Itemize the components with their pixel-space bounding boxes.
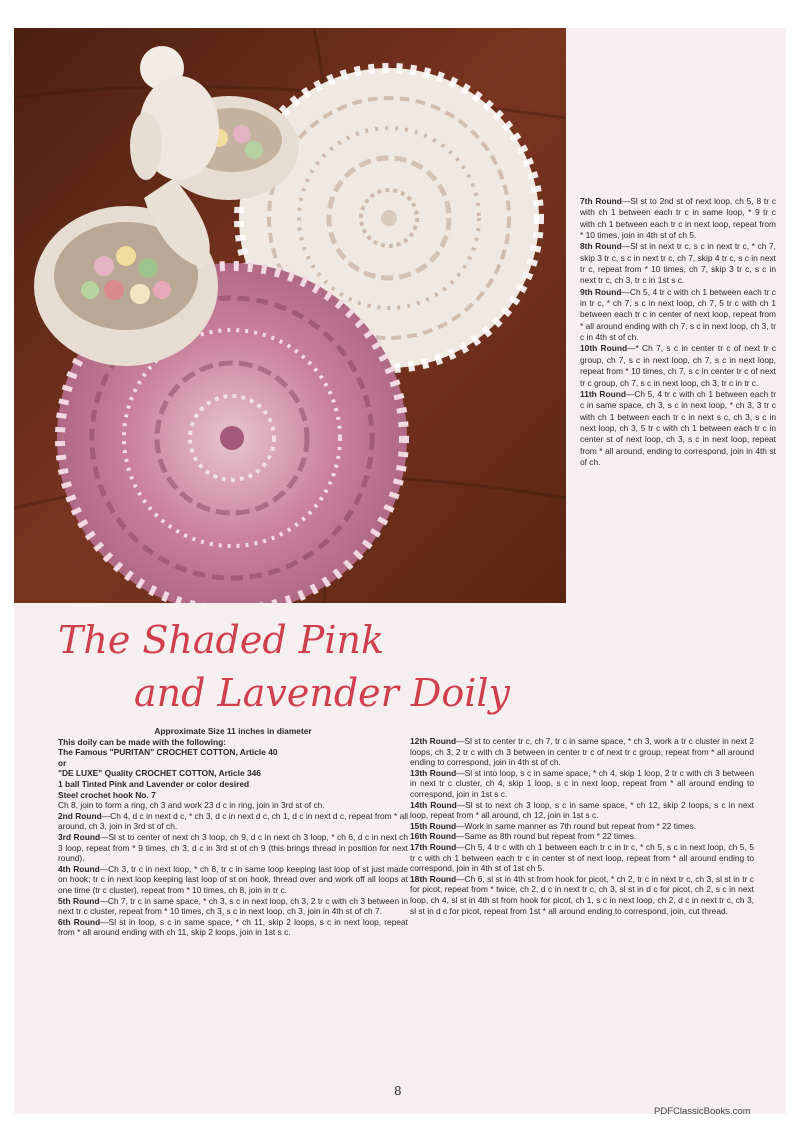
round-label: 15th Round: [410, 820, 457, 831]
round-text: —Sl st to center tr c, ch 7, tr c in same space, * ch 3, work a tr c cluster in next 2 loops, ch 3, 2 tr c with ch 3 between in center tr c of next tr c group, repeat from * all around ending to correspond, join in 4th st of ch.: [410, 736, 754, 768]
round-label: 10th Round: [580, 343, 628, 354]
round-label: 14th Round: [410, 799, 457, 810]
round-paragraph: [58, 864, 408, 896]
round-paragraph: [58, 832, 408, 864]
round-label: 12th Round: [410, 736, 457, 746]
round-label: 18th Round: [410, 873, 457, 884]
round-text: —Sl st in loop, s c in same space, * ch 11, skip 2 loops, s c in next loop, repeat from * all around ending with ch 11, skip 2 loops, join in 1st s c.: [58, 916, 408, 938]
round-paragraph: [580, 241, 776, 286]
round-text: —Ch 5, 4 tr c with ch 1 between each tr c in same space, ch 3, s c in next loop, * ch 3, 3 tr c with ch 1 between each tr c in next s c, ch 3, s c in next loop, ch 3, 5 tr c with ch 1 between each tr c in center st of next loop, ch 3, s c in next loop, repeat from * all around, ending to correspond, join in 4th st of ch.: [580, 388, 776, 467]
round-label: 5th Round: [58, 895, 100, 906]
round-paragraph: [410, 831, 754, 842]
round-text: —Sl st to center of next ch 3 loop, ch 9, d c in next ch 3 loop, * ch 6, d c in next ch 3 loop, repeat from * 9 times, ch 3, d c in 3rd st of ch 9 (this brings thread in position for next round).: [58, 831, 409, 864]
doily-photograph: [14, 28, 566, 603]
instructions-right-column: [580, 196, 776, 468]
round-paragraph: [58, 811, 408, 832]
material-puritan: The Famous "PURITAN" CROCHET COTTON, Article 40: [58, 747, 278, 758]
round-text: —Sl st to next ch 3 loop, s c in same space, * ch 12, skip 2 loops, s c in next loop, repeat from * all around, ch 12, join in 1st s c.: [410, 799, 754, 821]
instructions-bottom-column: [410, 736, 754, 916]
round-paragraph: [580, 389, 776, 468]
round-text: —Sl st to 2nd st of next loop, ch 5, 8 tr c with ch 1 between each tr c in same loop, * 9 tr c with ch 1 between each tr c in next loop, repeat from * 10 times, join in 4th st of ch 5.: [580, 196, 776, 241]
round-label: 6th Round: [58, 916, 101, 927]
round-paragraph: [580, 287, 776, 344]
size-note: Approximate Size 11 inches in diameter: [154, 726, 312, 736]
round-label: 8th Round: [580, 241, 622, 252]
round-text: —Same as 8th round but repeat from * 22 times.: [456, 831, 637, 842]
round-paragraph: [410, 874, 754, 916]
round-label: 16th Round: [410, 831, 457, 842]
round-text: —* Ch 7, s c in center tr c of next tr c group, ch 7, s c in next loop, ch 7, s c in next loop, repeat from * 10 times, ch 7, s c in center tr c of next tr c group, ch 7, s c in next loop, ch 3, tr c in tr c.: [580, 343, 777, 388]
round-paragraph: [580, 196, 776, 241]
round-label: 9th Round: [580, 286, 622, 297]
round-text: —Work in same manner as 7th round but repeat from * 22 times.: [456, 820, 697, 831]
round-text: —Sl st into loop, s c in same space, * ch 4, skip 1 loop, 2 tr c with ch 3 between in next tr c cluster, ch 4, skip 1 loop, s c in next loop, repeat from * all around ending to correspond, join in 1st s c.: [410, 767, 754, 799]
material-deluxe: "DE LUXE" Quality CROCHET COTTON, Article 346: [58, 768, 261, 779]
round-label: 11th Round: [580, 388, 626, 399]
catalog-page: [14, 28, 786, 1114]
round-paragraph: [410, 800, 754, 821]
round-text: —Ch 3, tr c in next loop, * ch 8, tr c in same loop keeping last loop of st just made on hook; tr c in next loop keeping last loop of st on hook, thread over and work off all loops at one time (tr c cluster), repeat from * 10 times, ch 8, join in tr c.: [58, 863, 408, 895]
material-or: or: [58, 757, 67, 768]
material-ball: 1 ball Tinted Pink and Lavender or color desired: [58, 778, 250, 789]
material-hook: Steel crochet hook No. 7: [58, 789, 156, 800]
round-paragraph: [410, 768, 754, 800]
round-paragraph: [58, 896, 408, 917]
title-line-2: and Lavender Doily: [134, 671, 511, 715]
round-text: —Ch 5, 4 tr c with ch 1 between each tr c in tr c, * ch 5, s c in next loop, ch 5, 5 tr c with ch 1 between each tr c in center st of next loop, repeat from * all around ending to correspond, join in 4th st of 1st ch 5.: [410, 841, 754, 874]
round-text: Ch 8, join to form a ring, ch 3 and work 23 d c in ring, join in 3rd st of ch.: [58, 800, 325, 811]
round-paragraph: [410, 842, 754, 874]
round-paragraph: [410, 736, 754, 768]
round-label: 2nd Round: [58, 810, 102, 821]
materials-heading: This doily can be made with the following:: [58, 736, 226, 747]
instructions-left-column: [58, 726, 408, 938]
round-text: —Ch 7, tr c in same space, * ch 3, s c in next loop, ch 3, 2 tr c with ch 3 between in next tr c cluster, repeat from * 10 times, ch 3, s c in next loop, ch 3, join in 4th st of ch 7.: [58, 895, 409, 917]
round-paragraph: [580, 343, 776, 388]
watermark: PDFClassicBooks.com: [654, 1106, 751, 1114]
round-paragraph: [410, 821, 754, 832]
page-number: 8: [394, 1084, 402, 1098]
round-label: 17th Round: [410, 841, 457, 852]
title-line-1: The Shaded Pink: [58, 618, 384, 662]
round-text: —Sl st in next tr c, s c in next tr c, * ch 7, skip 3 tr c, s c in next tr c, ch 7, skip 4 tr c, s c in next tr c, repeat from * 10 times, ch 7, skip 3 tr c, s c in next tr c, ch 3, tr c in 1st s c.: [580, 241, 776, 286]
round-paragraph: [58, 917, 408, 938]
round-text: —Ch 6, sl st in 4th st from hook for picot, * ch 2, tr c in next tr c, ch 3, sl st in tr c for picot, repeat from * twice, ch 2, d c in next tr c, ch 3, sl st in d c for picot, ch 2, s c in next loop, ch 4, sl st in 4th st from hook for picot, ch 1, s c in next loop, ch 2, d c in next tr c, ch 3, sl st in d c for picot, repeat from 1st * all around ending to correspond, join, cut thread.: [410, 873, 754, 916]
round-text: —Ch 5, 4 tr c with ch 1 between each tr c in tr c, * ch 7, s c in next loop, ch 7, 5 tr c with ch 1 between each tr c in center of next loop, repeat from * all around ending with ch 7, s c in next loop, ch 3, tr c in 4th st of ch.: [580, 286, 776, 343]
round-label: 13th Round: [410, 767, 457, 778]
round-label: 7th Round: [580, 196, 622, 206]
round-paragraph: [58, 800, 408, 811]
round-label: 3rd Round: [58, 831, 101, 842]
round-label: 4th Round: [58, 863, 100, 874]
round-text: —Ch 4, d c in next d c, * ch 3, d c in next d c, ch 1, d c in next d c, repeat from * all around, ch 3, join in 3rd st of ch.: [58, 810, 408, 832]
